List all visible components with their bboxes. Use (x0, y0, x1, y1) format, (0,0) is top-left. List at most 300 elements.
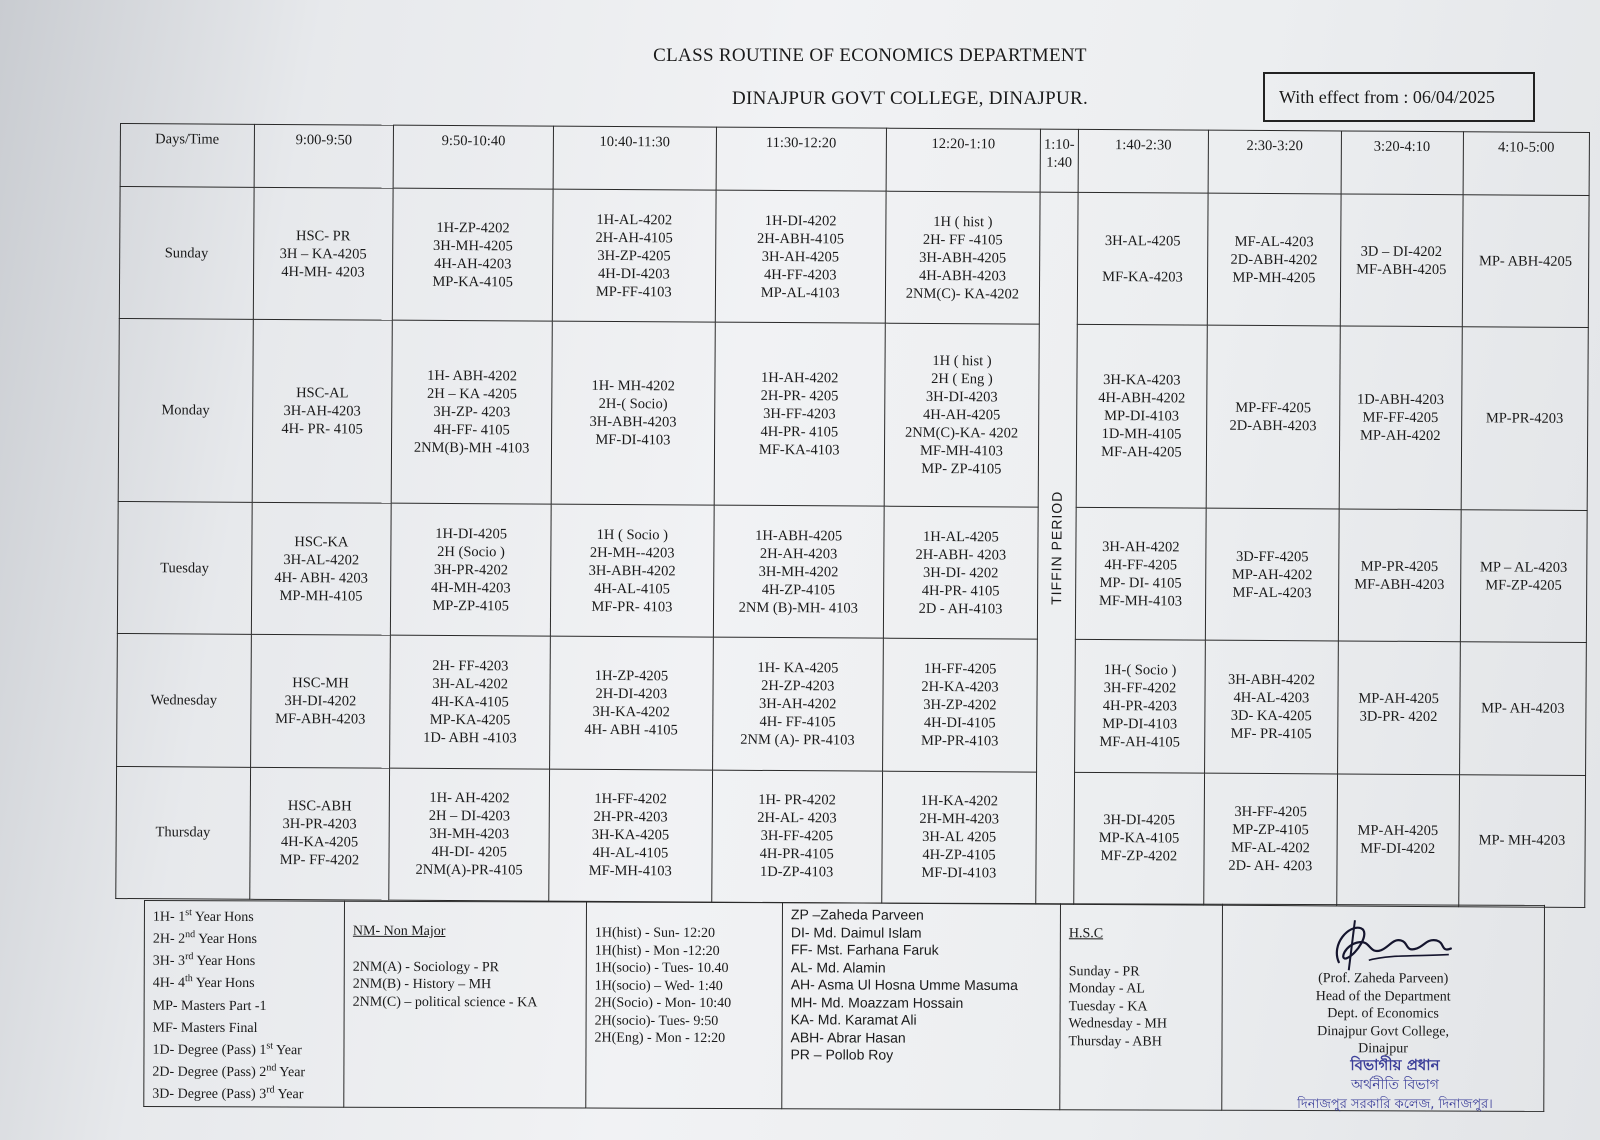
class-entry: 1H-AL-4202 (596, 211, 673, 229)
class-entry: 2D - AH-4103 (918, 600, 1003, 617)
year-code-text: 2D- Degree (Pass) 2 (152, 1064, 267, 1081)
time-slot-header: 9:50-10:40 (393, 125, 553, 189)
class-cell (550, 504, 714, 637)
class-entry: MF-MH-4103 (588, 863, 672, 880)
class-entry: 3H-AH-4202 (758, 695, 837, 713)
stamp-line: দিনাজপুর সরকারি কলেজ, দিনাজপুর। (1297, 1097, 1493, 1112)
class-entry: MF-ABH-4205 (1356, 261, 1447, 278)
class-entry: 3H-AL 4205 (922, 829, 997, 846)
year-legend-item (153, 970, 336, 993)
class-entry: HSC-KA (294, 533, 349, 550)
nonmajor-title: NM- Non Major (352, 923, 446, 940)
class-entry: MF-ZP-4202 (1100, 848, 1178, 865)
time-slot-header: 10:40-11:30 (553, 126, 716, 190)
class-entry: MP-AH-4205 (1358, 690, 1439, 707)
year-code-text: 1H- 1 (152, 909, 186, 925)
class-entry: 1H-AH-4202 (760, 370, 839, 387)
class-entry: 4H- FF-4105 (759, 713, 836, 731)
class-cell (714, 322, 885, 506)
special-class-item: 1H(hist) - Sun- 12:20 (594, 925, 716, 941)
class-entry: MF-AL-4203 (1234, 233, 1314, 250)
class-cell (1075, 507, 1206, 640)
class-entry: 2H-ZP-4203 (761, 677, 835, 695)
class-entry: 2NM(B)-MH -4103 (413, 439, 530, 457)
class-entry: 4H-DI-4203 (598, 265, 670, 283)
class-entry: 2H-AH-4105 (595, 229, 673, 247)
class-entry: 3H-FF-4202 (1103, 679, 1177, 697)
class-cell (391, 503, 551, 636)
class-entry: 4H- PR- 4105 (281, 421, 363, 438)
class-entry: 4H-ABH-4202 (1098, 390, 1186, 407)
class-cell (885, 191, 1040, 324)
year-code-text: 3H- 3 (152, 953, 186, 970)
teacher-item: ZP –Zaheda Parveen (790, 906, 924, 923)
class-cell (389, 768, 549, 901)
class-entry: MF- PR-4105 (1230, 725, 1312, 743)
day-label: Monday (118, 319, 253, 502)
class-entry: 1H- MH-4202 (591, 377, 675, 395)
class-entry: 3H-PR-4203 (282, 816, 357, 833)
class-entry: MP- ZP-4105 (921, 461, 1002, 478)
tiffin-period-cell (1036, 192, 1078, 904)
class-entry: 1H ( Socio ) (596, 526, 669, 543)
class-cell (552, 189, 716, 322)
class-cell (1073, 772, 1204, 905)
class-entry: MP-AL-4103 (760, 284, 840, 302)
class-entry: 3H-AH-4203 (283, 403, 361, 420)
special-class-item: 2H(Socio) - Mon- 10:40 (594, 995, 732, 1012)
class-entry: 1H-ABH-4205 (755, 527, 843, 544)
hsc-title: H.S.C (1068, 926, 1104, 942)
class-entry: MF-KA-4203 (1102, 268, 1183, 286)
class-cell (253, 187, 394, 320)
signature-line: Dept. of Economics (1327, 1006, 1439, 1022)
class-cell (711, 770, 882, 903)
teacher-legend (782, 903, 1061, 1110)
class-cell (1460, 510, 1587, 643)
special-class-legend (586, 902, 783, 1109)
year-legend-item (153, 993, 336, 1016)
teacher-item: ABH- Abrar Hasan (790, 1028, 906, 1046)
class-entry: 3H-ABH-4202 (1227, 671, 1316, 689)
class-cell (1206, 326, 1340, 509)
time-slot-header: 1:40-2:30 (1078, 129, 1209, 193)
class-entry: 4H-PR-4105 (759, 846, 834, 863)
teacher-item: MH- Md. Moazzam Hossain (790, 993, 964, 1011)
class-entry: MF-MH-4103 (1098, 592, 1183, 610)
class-entry: 4H-MH- 4203 (281, 263, 365, 281)
year-label-text: Year (276, 1065, 306, 1081)
class-entry: 3D- KA-4205 (1230, 707, 1312, 725)
class-entry: HSC-MH (292, 674, 349, 692)
class-entry: 1H-DI-4205 (435, 525, 508, 542)
day-row-sunday (119, 187, 1589, 328)
class-cell (549, 769, 713, 902)
day-label: Thursday (116, 766, 250, 899)
class-entry: 1H-FF-4205 (923, 660, 997, 678)
class-entry: 2H- FF-4203 (432, 657, 509, 675)
class-entry: 2D-ABH-4203 (1229, 417, 1317, 435)
class-entry: 4H-AH-4203 (434, 255, 512, 273)
tiffin-period-label: TIFFIN PERIOD (1048, 491, 1066, 606)
class-entry: MF-AL-4203 (1232, 584, 1312, 601)
class-entry: 3H-ZP-4205 (597, 247, 671, 265)
class-cell (1337, 641, 1460, 774)
ordinal-suffix: rd (266, 1084, 275, 1096)
year-label-text: Year (274, 1087, 304, 1103)
class-entry: 3H-ABH-4203 (589, 413, 677, 431)
nonmajor-item: 2NM(B) - History – MH (352, 976, 492, 993)
class-entry: 3H-KA-4202 (592, 703, 670, 721)
class-entry: 4H-AL-4105 (592, 845, 669, 862)
class-entry: MF-DI-4103 (595, 432, 671, 449)
class-entry: 2H ( Eng ) (931, 371, 993, 388)
class-cell (1340, 194, 1463, 327)
class-entry: 2H-ABH-4105 (756, 230, 845, 248)
teacher-item: AL- Md. Alamin (790, 958, 886, 976)
class-entry: 4H- ABH -4105 (584, 721, 678, 739)
class-entry: 2NM (B)-MH- 4103 (738, 599, 858, 617)
ordinal-suffix: rd (185, 951, 194, 963)
class-entry: 3H-FF-4205 (760, 828, 834, 845)
class-cell (1076, 325, 1208, 508)
class-entry: 3H-FF-4205 (1234, 804, 1307, 821)
ordinal-suffix: nd (185, 929, 196, 941)
class-entry: 2D- AH- 4203 (1228, 858, 1313, 875)
class-entry: MF-AL-4202 (1230, 840, 1310, 857)
class-entry: 1H-ZP-4205 (594, 667, 669, 685)
class-entry: 1D-ABH-4203 (1356, 391, 1445, 409)
class-entry: 1H ( hist ) (932, 353, 992, 370)
ordinal-suffix: nd (266, 1062, 277, 1074)
year-label-text: Year Hons (192, 976, 255, 992)
class-entry: 2H-PR- 4205 (760, 388, 839, 405)
time-slot-header: 4:10-5:00 (1463, 132, 1590, 196)
class-entry: 3D-PR- 4202 (1359, 708, 1438, 725)
college-name: DINAJPUR GOVT COLLEGE, DINAJPUR. (731, 88, 1088, 109)
class-entry: 3H-PR-4202 (433, 561, 509, 578)
class-entry: 3H-AL-4202 (432, 675, 509, 693)
signature-icon (1308, 914, 1458, 977)
signature-line: Dinajpur (1358, 1041, 1408, 1057)
class-entry: MP- FF-4202 (279, 852, 360, 869)
class-entry: 2H – DI-4203 (428, 808, 511, 825)
day-label: Sunday (119, 187, 253, 320)
class-cell (1074, 640, 1205, 773)
class-entry: 1H- AH-4202 (429, 790, 510, 807)
class-entry: 1D- ABH -4103 (423, 729, 517, 747)
class-entry: 1H-FF-4202 (594, 791, 668, 808)
class-entry: 3D-FF-4205 (1235, 548, 1309, 565)
class-entry: 3H-ZP-4202 (923, 696, 997, 714)
class-cell (1461, 327, 1588, 510)
class-cell (252, 320, 393, 503)
special-class-item: 1H(hist) - Mon -12:20 (594, 943, 720, 959)
class-entry: MF-AH-4105 (1099, 733, 1180, 751)
class-entry: MP-DI-4103 (1102, 715, 1178, 733)
class-entry: 1H- ABH-4202 (427, 367, 518, 385)
class-entry: 1H- PR-4202 (758, 792, 837, 809)
class-entry: 1H-ZP-4202 (436, 219, 510, 237)
signature-line: Dinajpur Govt College, (1317, 1023, 1449, 1040)
time-slot-header: 3:20-4:10 (1341, 131, 1463, 195)
class-cell (1336, 774, 1459, 907)
class-entry: MP- DI- 4105 (1099, 574, 1182, 592)
class-cell (712, 637, 883, 770)
class-entry: 1H ( hist ) (933, 213, 993, 231)
class-entry: 3H-KA-4203 (1103, 372, 1181, 389)
class-entry: 2NM(C)-KA- 4202 (904, 424, 1019, 442)
hsc-day-item: Sunday - PR (1068, 963, 1140, 979)
class-entry: 2H-AH-4203 (759, 545, 838, 562)
class-entry: MF-FF-4205 (1362, 409, 1439, 427)
class-entry: MF-ABH-4203 (1354, 576, 1445, 593)
class-entry: 2H- FF -4105 (922, 231, 1003, 249)
class-entry: 2NM (A)- PR-4103 (740, 731, 855, 749)
class-entry: MP- AH-4203 (1481, 700, 1565, 717)
class-cell (1462, 195, 1589, 328)
stamp-line: অর্থনীতি বিভাগ (1351, 1077, 1439, 1093)
year-legend-item (152, 1059, 335, 1082)
day-row-tuesday (117, 501, 1587, 642)
class-entry: 3H-AH-4202 (1102, 538, 1180, 556)
teacher-item: AH- Asma Ul Hosna Umme Masuma (790, 976, 1018, 994)
class-entry: 2H-AL- 4203 (757, 810, 837, 827)
class-cell (1205, 508, 1338, 641)
class-entry: 3D – DI-4202 (1360, 243, 1443, 260)
class-cell (1339, 326, 1462, 509)
class-entry: 1H-( Socio ) (1103, 661, 1177, 679)
class-entry: 1H-AL-4205 (923, 528, 999, 545)
ordinal-suffix: th (184, 973, 193, 985)
class-entry: 1H- KA-4205 (757, 659, 839, 677)
tiffin-time-header: 1:10- 1:40 (1040, 129, 1078, 192)
class-cell (1204, 773, 1337, 906)
class-cell (393, 188, 553, 321)
class-entry: 4H-DI- 4205 (431, 844, 507, 861)
class-entry: HSC- PR (295, 227, 351, 245)
class-cell (1338, 509, 1461, 642)
class-cell (1205, 640, 1338, 773)
nonmajor-item: 2NM(A) - Sociology - PR (352, 959, 500, 975)
day-row-thursday (116, 766, 1586, 907)
class-entry: 2D-ABH-4202 (1230, 251, 1318, 268)
year-label-text: Year Hons (195, 931, 258, 948)
class-entry: 3H-DI-4205 (1103, 812, 1176, 829)
class-entry: 4H-KA-4205 (280, 834, 359, 851)
class-cell (392, 321, 553, 504)
class-entry: 3H-MH-4205 (432, 237, 513, 255)
class-cell (1077, 192, 1208, 325)
class-entry: MP-FF-4205 (1235, 399, 1312, 417)
class-entry: 2H (Socio ) (437, 543, 505, 560)
class-entry: 4H-FF-4205 (1104, 556, 1178, 574)
day-row-monday (118, 319, 1588, 510)
ordinal-suffix: st (185, 907, 192, 919)
class-entry: 3H-ABH-4205 (919, 249, 1007, 267)
class-entry: 4H-PR- 4105 (921, 582, 1000, 599)
class-cell (715, 190, 886, 323)
class-cell (713, 505, 884, 638)
class-entry: 3H-FF-4203 (763, 406, 836, 423)
class-cell (883, 506, 1038, 639)
class-entry: 3H-KA-4205 (591, 827, 670, 844)
class-entry: 2H-MH--4203 (589, 544, 675, 561)
effective-date-box: With effect from : 06/04/2025 (1263, 72, 1535, 122)
year-code-text: 3D- Degree (Pass) 3 (152, 1086, 267, 1103)
class-entry (1081, 250, 1205, 269)
stamp-line: বিভাগীয় প্রধান (1350, 1056, 1440, 1074)
class-entry: HSC-AL (296, 385, 349, 402)
class-entry: 1H-KA-4202 (920, 793, 999, 810)
class-entry: 4H-ZP-4105 (761, 581, 836, 598)
class-entry: 3H-ZP- 4203 (433, 404, 511, 421)
class-cell (884, 324, 1040, 507)
class-cell (1458, 774, 1585, 907)
time-slot-header: 12:20-1:10 (886, 128, 1041, 192)
class-cell (550, 636, 714, 769)
class-entry: 2H-DI-4203 (595, 685, 668, 703)
class-entry: 4H-KA-4105 (431, 693, 509, 711)
class-entry: 2H-KA-4203 (921, 678, 999, 696)
day-label: Tuesday (117, 501, 251, 634)
year-label-text: Year Hons (191, 909, 254, 926)
hsc-day-item: Tuesday - KA (1068, 998, 1148, 1015)
year-code-text: 1D- Degree (Pass) 1 (152, 1042, 267, 1059)
class-entry: MP-FF-4103 (595, 283, 672, 301)
year-legend-item (153, 948, 336, 971)
year-legend-item (152, 1037, 335, 1060)
class-cell (250, 635, 391, 768)
class-entry: 3H-AL-4202 (283, 551, 360, 569)
hsc-legend (1060, 904, 1223, 1111)
class-entry: MP- MH-4203 (1478, 832, 1566, 850)
class-entry: 2H – KA -4205 (427, 385, 517, 403)
class-entry: 1D-ZP-4103 (759, 864, 834, 881)
class-entry: 3H-AH-4205 (761, 248, 840, 266)
year-legend-item (153, 926, 336, 949)
year-label-text: Year Hons (193, 954, 256, 970)
department-stamp (1270, 1055, 1520, 1115)
teacher-item: PR – Pollob Roy (790, 1046, 894, 1063)
signature-line: (Prof. Zaheda Parveen) (1318, 971, 1449, 987)
class-entry: 1H-DI-4202 (764, 212, 837, 230)
signature-line: Head of the Department (1315, 988, 1451, 1005)
class-entry: MP-PR-4203 (1485, 410, 1564, 427)
class-entry: MP-AH-4202 (1359, 427, 1441, 445)
class-entry: 3H-MH-4202 (758, 563, 839, 580)
class-entry: 4H-FF-4203 (764, 266, 837, 284)
class-entry: MF-DI-4103 (921, 865, 997, 882)
hsc-day-item: Wednesday - MH (1068, 1016, 1168, 1032)
class-entry: 4H-PR-4203 (1102, 697, 1177, 715)
year-legend (144, 901, 345, 1108)
year-legend-item (152, 1081, 335, 1104)
class-entry: MF-ABH-4203 (275, 710, 366, 728)
class-entry: MP-MH-4205 (1232, 269, 1316, 286)
class-entry: MP- ABH-4205 (1478, 252, 1573, 270)
time-slot-header: 9:00-9:50 (254, 124, 394, 188)
class-entry: MP-MH-4105 (279, 587, 363, 605)
class-entry: 4H-DI-4105 (923, 714, 996, 732)
special-class-item: 2H(socio)- Tues- 9:50 (594, 1013, 719, 1029)
routine-title: CLASS ROUTINE OF ECONOMICS DEPARTMENT (653, 45, 1087, 66)
nonmajor-legend (344, 901, 587, 1108)
class-entry: 2H-ABH- 4203 (915, 546, 1007, 563)
class-entry: 3H-MH-4203 (429, 826, 510, 843)
teacher-item: KA- Md. Karamat Ali (790, 1011, 917, 1028)
class-entry: 2H-PR-4203 (593, 809, 668, 826)
class-entry: 1D-MH-4105 (1101, 426, 1182, 443)
class-entry: MP-DI-4103 (1104, 408, 1180, 425)
class-cell (551, 322, 715, 506)
day-label: Wednesday (117, 634, 251, 767)
time-header-row (120, 124, 1589, 196)
class-entry: 3H-DI- 4202 (923, 564, 999, 581)
time-slot-header: 2:30-3:20 (1208, 130, 1341, 194)
class-entry: 4H-MH-4203 (430, 579, 511, 596)
time-slot-header: 11:30-12:20 (716, 127, 886, 191)
class-entry: 4H- ABH- 4203 (274, 569, 368, 587)
class-cell (390, 635, 550, 768)
class-entry: 4H-PR- 4105 (760, 424, 839, 441)
special-class-item: 1H(socio) - Tues- 10.40 (594, 960, 729, 977)
class-entry: MP-ZP-4105 (432, 597, 510, 614)
class-entry: MP-ZP-4105 (1232, 822, 1309, 839)
class-entry: 2NM(A)-PR-4105 (415, 862, 523, 879)
class-entry: 4H-AL-4105 (594, 580, 670, 597)
class-entry: 4H-ABH-4203 (918, 267, 1007, 285)
class-entry: 2H-( Socio) (598, 396, 668, 413)
class-cell (1207, 193, 1340, 326)
class-cell (251, 502, 392, 635)
class-entry: 3H-DI-4202 (284, 692, 357, 710)
year-legend-item (153, 1015, 336, 1038)
year-legend-item (153, 904, 336, 927)
class-entry: MP-PR-4103 (920, 732, 999, 750)
class-entry: MP-AH-4205 (1357, 822, 1439, 840)
class-entry: MP-KA-4105 (1098, 830, 1180, 847)
class-entry: MP-PR-4205 (1360, 558, 1439, 575)
year-label-text: Year (273, 1043, 302, 1059)
class-entry: 4H-AL-4203 (1233, 689, 1310, 707)
nonmajor-item: 2NM(C) – political science - KA (352, 994, 538, 1010)
teacher-item: FF- Mst. Farhana Faruk (790, 941, 939, 958)
class-entry: 2H-MH-4203 (919, 811, 1000, 828)
class-entry: 2NM(C)- KA-4202 (905, 285, 1020, 303)
class-cell (881, 771, 1036, 904)
special-class-item: 2H(Eng) - Mon - 12:20 (594, 1030, 726, 1047)
class-entry: MP – AL-4203 (1479, 558, 1568, 576)
day-row-wednesday (117, 634, 1587, 775)
class-entry: MF-ZP-4205 (1485, 576, 1562, 594)
year-code-text: 4H- 4 (152, 976, 186, 992)
teacher-item: DI- Md. Daimul Islam (790, 923, 922, 941)
class-entry: MF-DI-4202 (1360, 840, 1436, 858)
class-entry: 3H-DI-4203 (925, 389, 998, 406)
days-time-header: Days/Time (120, 124, 254, 188)
class-entry: MF-MH-4103 (919, 443, 1003, 460)
hsc-day-item: Monday - AL (1068, 981, 1145, 997)
class-entry: MF-AH-4205 (1101, 444, 1182, 461)
class-entry: MF-KA-4103 (758, 442, 840, 459)
class-entry: MF-PR- 4103 (591, 598, 673, 615)
class-entry: 4H-FF- 4105 (433, 422, 510, 439)
hsc-day-item: Thursday - ABH (1068, 1033, 1162, 1050)
class-entry: 4H-AH-4205 (922, 407, 1001, 424)
class-entry: MP-AH-4202 (1231, 566, 1313, 583)
year-code-text: MP- Masters Part -1 (152, 998, 267, 1014)
